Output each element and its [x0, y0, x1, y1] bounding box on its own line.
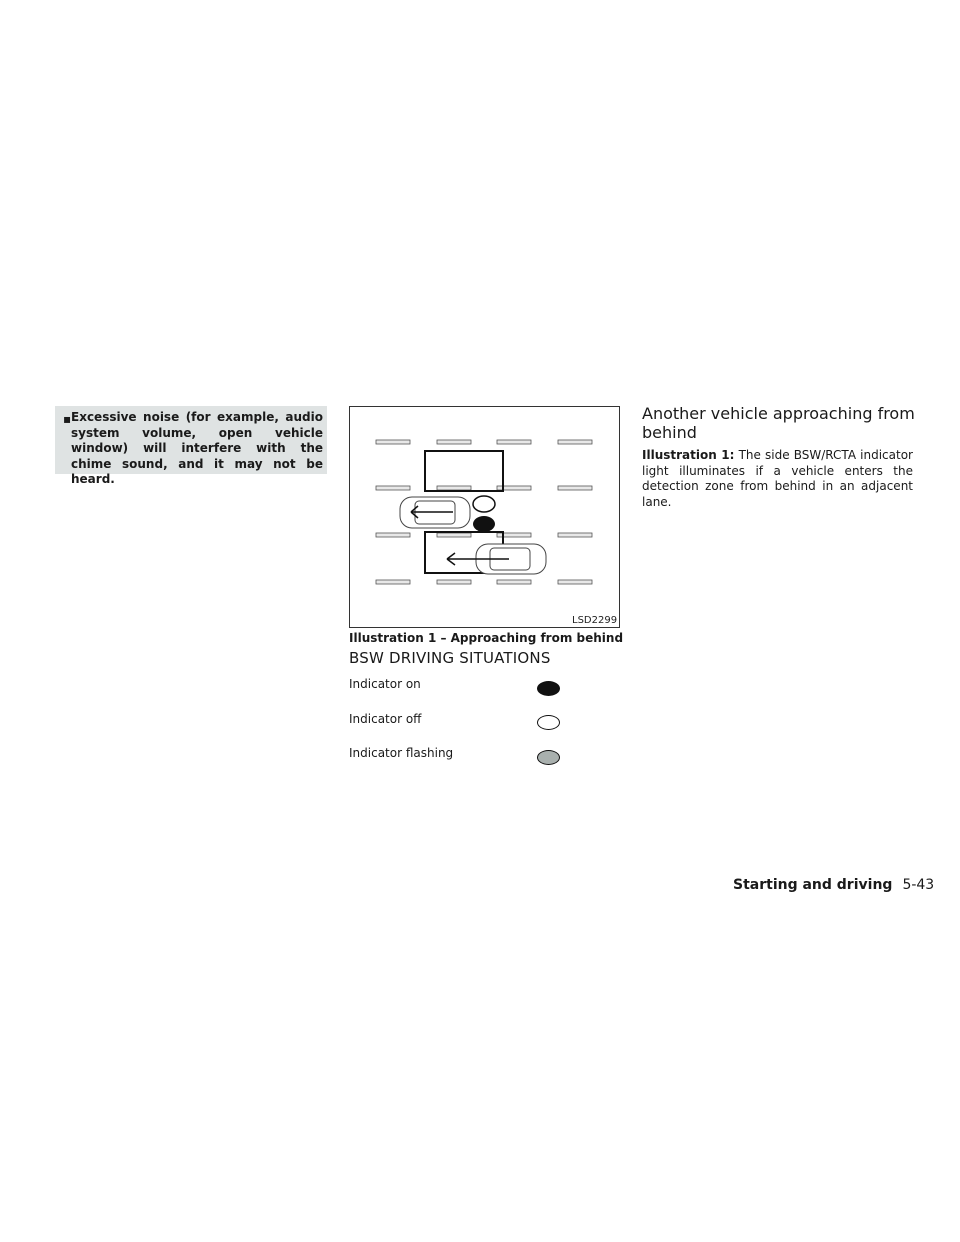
lane-dash — [376, 533, 410, 537]
bullet-icon: ▪ — [63, 412, 72, 426]
indicator-flashing-icon — [537, 750, 560, 765]
lane-dash — [558, 440, 592, 444]
lane-dash — [437, 580, 471, 584]
lane-dash — [437, 440, 471, 444]
lane-dash — [558, 486, 592, 490]
section-title: BSW DRIVING SITUATIONS — [349, 649, 551, 667]
body-paragraph — [642, 448, 913, 510]
subsection-heading: Another vehicle approaching from behind — [642, 404, 915, 442]
lane-dash — [376, 440, 410, 444]
paragraph-text: The side BSW/RCTA indicator light illuminates if a vehicle enters the detection zone from behind in an adjacent lane. — [642, 448, 913, 509]
lane-dash — [376, 580, 410, 584]
figure-code: LSD2299 — [572, 615, 618, 626]
page-footer — [733, 877, 934, 893]
lane-dash — [497, 580, 531, 584]
page-number: 5-43 — [902, 877, 935, 893]
lane-dash — [437, 533, 471, 537]
indicator-off-icon — [537, 715, 560, 730]
lane-dash — [376, 486, 410, 490]
legend-label-on: Indicator on — [349, 677, 421, 691]
indicator-on-icon — [537, 681, 560, 696]
lane-dash — [558, 533, 592, 537]
figure-caption: Illustration 1 – Approaching from behind — [349, 631, 624, 645]
bsw-illustration — [349, 406, 621, 629]
lane-dash — [558, 580, 592, 584]
lane-dash — [497, 440, 531, 444]
legend-label-flashing: Indicator flashing — [349, 746, 454, 760]
lane-dash — [437, 486, 471, 490]
indicator-off-icon — [473, 496, 495, 512]
indicator-on-icon — [473, 516, 495, 532]
paragraph-lead: Illustration 1: — [642, 448, 735, 462]
footer-section: Starting and driving — [733, 877, 893, 893]
car-left — [400, 497, 470, 528]
note-text: Excessive noise (for example, audio system volume, open vehicle window) will interfere with the chime sound, and it may not be heard. — [71, 410, 323, 486]
note-box — [55, 406, 327, 486]
legend-label-off: Indicator off — [349, 712, 422, 726]
